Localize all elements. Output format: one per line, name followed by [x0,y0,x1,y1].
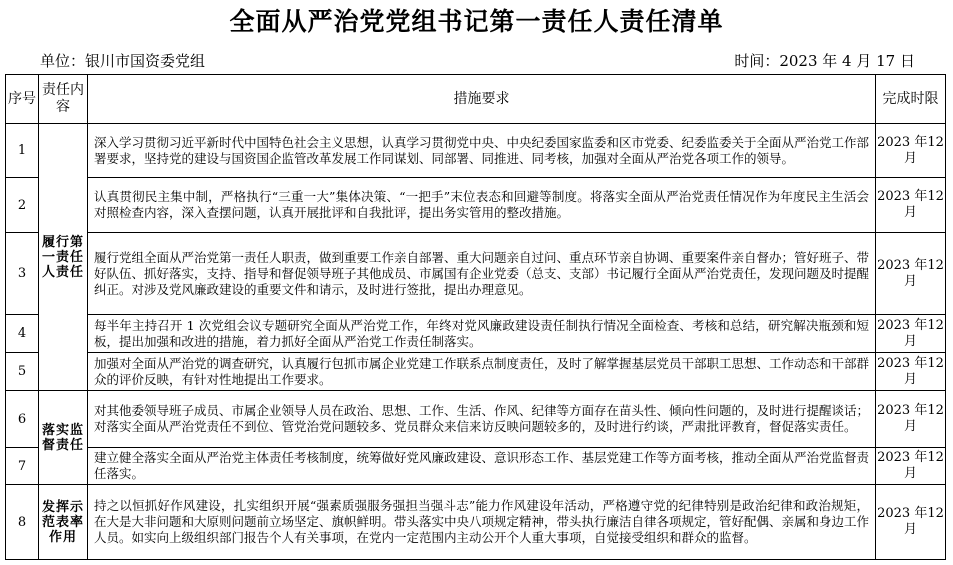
table-row [6,315,946,353]
row-number: 6 [6,391,39,448]
table-row [6,391,946,448]
row-number: 7 [6,448,39,485]
header-requirements: 措施要求 [88,75,876,124]
row-number: 8 [6,485,39,560]
header-number: 序号 [6,75,39,124]
deadline-cell: 2023 年12 月 [876,233,946,315]
deadline-cell: 2023 年12 月 [876,448,946,485]
table-row [6,233,946,315]
table-row [6,485,946,560]
row-number: 5 [6,353,39,391]
deadline-cell: 2023 年12 月 [876,353,946,391]
deadline-cell: 2023 年12 月 [876,124,946,178]
unit-label: 单位：银川市国资委党组 [40,52,206,70]
table-row [6,178,946,233]
row-number: 3 [6,233,39,315]
header-content: 责任内容 [39,75,88,124]
document-title: 全面从严治党党组书记第一责任人责任清单 [229,7,724,36]
responsibility-table [5,74,946,560]
requirement-cell: 深入学习贯彻习近平新时代中国特色社会主义思想，认真学习贯彻党中央、中央纪委国家监委和区市党委、纪委监委关于全面从严治党工作部署要求，坚持党的建设与国资国企监管改革发展工作同谋划、同部署、同推进、同考核，加强对全面从严治党各项工作的领导。 [88,124,876,178]
row-number: 1 [6,124,39,178]
requirement-cell: 履行党组全面从严治党第一责任人职责，做到重要工作亲自部署、重大问题亲自过问、重点环节亲自协调、重要案件亲自督办；管好班子、带好队伍、抓好落实，支持、指导和督促领导班子其他成员、市属国有企业党委（总支、支部）书记履行全面从严治党责任，发现问题及时提醒纠正。对涉及党风廉政建设的重要文件和请示，及时进行签批，提出办理意见。 [88,233,876,315]
table-row [6,353,946,391]
deadline-cell: 2023 年12 月 [876,315,946,353]
deadline-cell: 2023 年12 月 [876,178,946,233]
requirement-cell: 认真贯彻民主集中制，严格执行“三重一大”集体决策、“一把手”末位表态和回避等制度。将落实全面从严治党责任情况作为年度民主生活会对照检查内容，深入查摆问题，认真开展批评和自我批评，提出务实管用的整改措施。 [88,178,876,233]
table-row [6,124,946,178]
requirement-cell: 持之以恒抓好作风建设，扎实组织开展“强素质强服务强担当强斗志”能力作风建设年活动，严格遵守党的纪律特别是政治纪律和政治规矩，在大是大非问题和大原则问题前立场坚定、旗帜鲜明。带头落实中央八项规定精神，带头执行廉洁自律各项规定，管好配偶、亲属和身边工作人员。如实向上级组织部门报告个人有关事项，在党内一定范围内主动公开个人重大事项，自觉接受组织和群众的监督。 [88,485,876,560]
requirement-cell: 对其他委领导班子成员、市属企业领导人员在政治、思想、工作、生活、作风、纪律等方面存在苗头性、倾向性问题的，及时进行提醒谈话；对落实全面从严治党责任不到位、管党治党问题较多、党员群众来信来访反映问题较多的，及时进行约谈，严肃批评教育，督促落实责任。 [88,391,876,448]
category-cell: 履行第一责任人责任 [39,124,88,391]
table-row [6,448,946,485]
deadline-cell: 2023 年12 月 [876,485,946,560]
category-cell: 发挥示范表率作用 [39,485,88,560]
requirement-cell: 加强对全面从严治党的调查研究，认真履行包抓市属企业党建工作联系点制度责任，及时了解掌握基层党员干部职工思想、工作动态和干部群众的评价反映，有针对性地提出工作要求。 [88,353,876,391]
requirement-cell: 建立健全落实全面从严治党主体责任考核制度，统筹做好党风廉政建设、意识形态工作、基层党建工作等方面考核，推动全面从严治党监督责任落实。 [88,448,876,485]
requirement-cell: 每半年主持召开 1 次党组会议专题研究全面从严治党工作，年终对党风廉政建设责任制执行情况全面检查、考核和总结，研究解决瓶颈和短板，提出加强和改进的措施，着力抓好全面从严治党工作责任制落实。 [88,315,876,353]
row-number: 2 [6,178,39,233]
category-cell: 落实监督责任 [39,391,88,485]
table-header-row [6,75,946,124]
row-number: 4 [6,315,39,353]
deadline-cell: 2023 年12 月 [876,391,946,448]
header-deadline: 完成时限 [876,75,946,124]
date-label: 时间：2023 年 4 月 17 日 [734,52,915,70]
